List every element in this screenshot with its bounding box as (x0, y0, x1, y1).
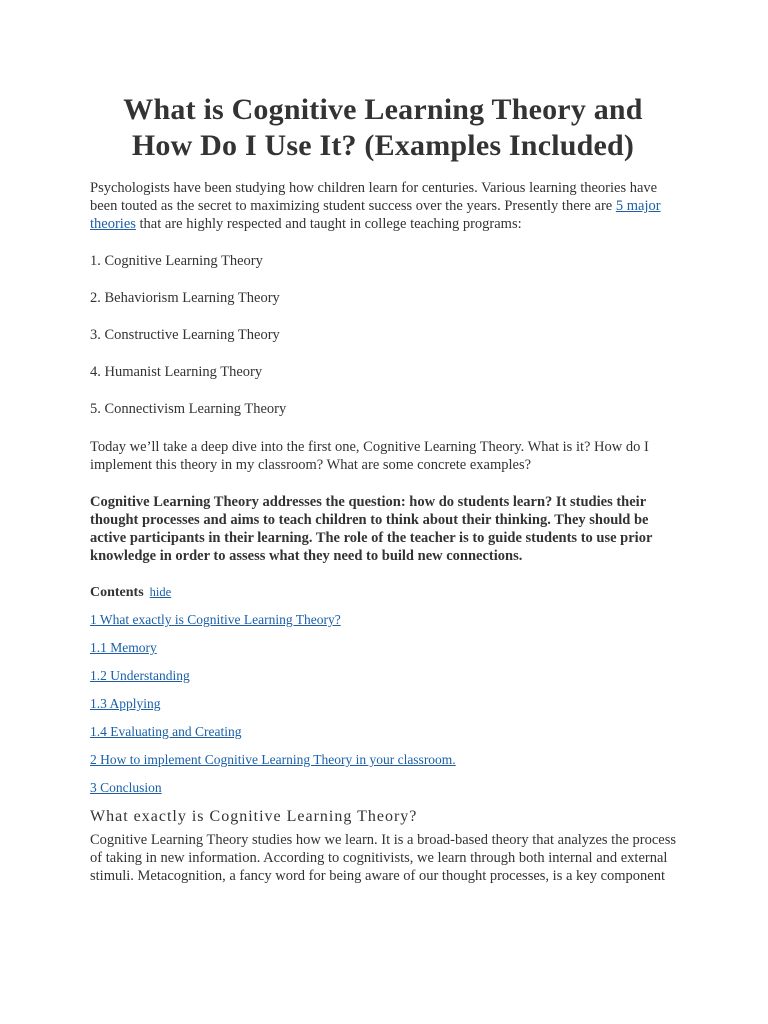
article-title (78, 92, 688, 164)
intro-text-before: Psychologists have been studying how children learn for centuries. Various learning theories have been touted as the secret to maximizing student success over the years. Presently there are (90, 180, 658, 214)
theory-item-1: 1. Cognitive Learning Theory (90, 253, 263, 269)
major-theories-link[interactable]: 5 major theories (90, 198, 661, 232)
contents-label: Contents (90, 585, 144, 600)
toc-item-implement[interactable]: 2 How to implement Cognitive Learning Theory in your classroom. (90, 752, 456, 767)
theory-item-5: 5. Connectivism Learning Theory (90, 401, 287, 417)
section-paragraph: Cognitive Learning Theory studies how we learn. It is a broad-based theory that analyzes the process of taking in new information. According to cognitivists, we learn through both internal and external stimuli. Metacognition, a fancy word for being aware of our thought processes, is a key component (90, 832, 676, 884)
intro-paragraph (90, 179, 680, 233)
toc-item-applying[interactable]: 1.3 Applying (90, 696, 161, 711)
toc-item-what-is[interactable]: 1 What exactly is Cognitive Learning Theory? (90, 612, 341, 627)
theory-item-4: 4. Humanist Learning Theory (90, 364, 263, 380)
table-of-contents-header (90, 583, 171, 602)
toc-item-conclusion[interactable]: 3 Conclusion (90, 780, 162, 795)
section-heading: What exactly is Cognitive Learning Theory? (90, 808, 418, 825)
summary-paragraph: Cognitive Learning Theory addresses the question: how do students learn? It studies their thought processes and aims to teach children to think about their thinking. They should be active participants in their learning. The role of the teacher is to guide students to use prior knowledge in order to assess what they need to build new connections. (90, 494, 653, 564)
today-paragraph: Today we’ll take a deep dive into the first one, Cognitive Learning Theory. What is it? How do I implement this theory in my classroom? What are some concrete examples? (90, 439, 649, 473)
title-line-2: How Do I Use It? (Examples Included) (131, 129, 635, 162)
theory-item-3: 3. Constructive Learning Theory (90, 327, 280, 343)
toc-item-understanding[interactable]: 1.2 Understanding (90, 668, 190, 683)
theory-item-2: 2. Behaviorism Learning Theory (90, 290, 280, 306)
toc-item-evaluating[interactable]: 1.4 Evaluating and Creating (90, 724, 242, 739)
toc-hide-link[interactable]: hide (149, 585, 172, 599)
toc-item-memory[interactable]: 1.1 Memory (90, 640, 157, 655)
intro-text-after: that are highly respected and taught in college teaching programs: (135, 216, 522, 232)
title-line-1: What is Cognitive Learning Theory and (123, 93, 643, 126)
